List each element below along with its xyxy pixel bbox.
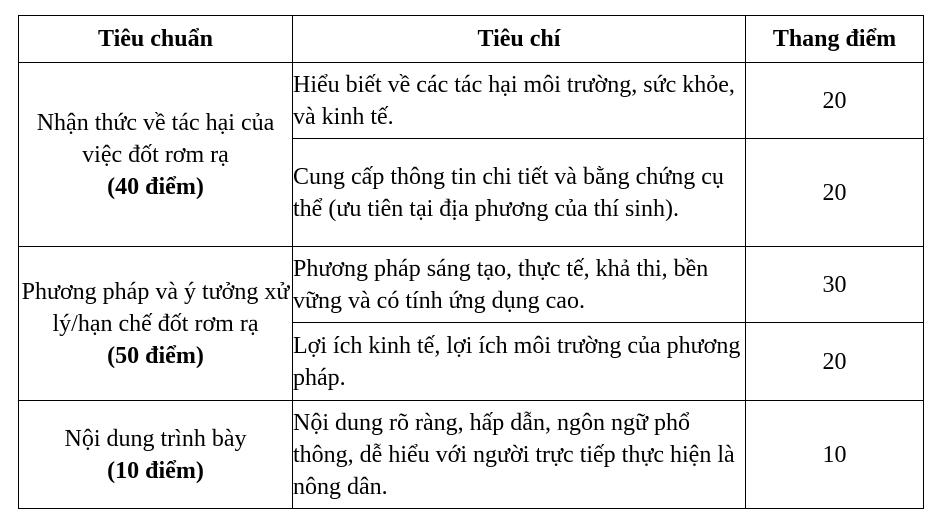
score-cell: 30 xyxy=(746,247,924,323)
standard-label: Nội dung trình bày xyxy=(64,425,247,452)
standard-cell-methods xyxy=(19,247,293,401)
header-standard: Tiêu chuẩn xyxy=(19,16,293,63)
table-row xyxy=(19,63,924,139)
standard-label: Phương pháp và ý tưởng xử lý/hạn chế đốt rơm rạ xyxy=(21,278,290,337)
table-row xyxy=(19,247,924,323)
standard-points: (50 điểm) xyxy=(107,342,204,369)
header-criteria: Tiêu chí xyxy=(293,16,746,63)
standard-label: Nhận thức về tác hại của việc đốt rơm rạ xyxy=(36,109,275,168)
header-row xyxy=(19,16,924,63)
score-cell: 10 xyxy=(746,401,924,509)
scoring-rubric-table xyxy=(18,15,924,509)
table-row xyxy=(19,401,924,509)
criteria-cell: Cung cấp thông tin chi tiết và bằng chứng cụ thể (ưu tiên tại địa phương của thí sinh). xyxy=(293,139,746,247)
standard-points: (10 điểm) xyxy=(107,457,204,484)
header-score: Thang điểm xyxy=(746,16,924,63)
score-cell: 20 xyxy=(746,139,924,247)
standard-cell-presentation xyxy=(19,401,293,509)
criteria-cell: Phương pháp sáng tạo, thực tế, khả thi, bền vững và có tính ứng dụng cao. xyxy=(293,247,746,323)
criteria-cell: Nội dung rõ ràng, hấp dẫn, ngôn ngữ phổ thông, dễ hiểu với người trực tiếp thực hiện là nông dân. xyxy=(293,401,746,509)
rubric-container xyxy=(18,15,924,509)
standard-cell-awareness xyxy=(19,63,293,247)
standard-points: (40 điểm) xyxy=(107,173,204,200)
score-cell: 20 xyxy=(746,323,924,401)
criteria-cell: Hiểu biết về các tác hại môi trường, sức khỏe, và kinh tế. xyxy=(293,63,746,139)
score-cell: 20 xyxy=(746,63,924,139)
criteria-cell: Lợi ích kinh tế, lợi ích môi trường của phương pháp. xyxy=(293,323,746,401)
